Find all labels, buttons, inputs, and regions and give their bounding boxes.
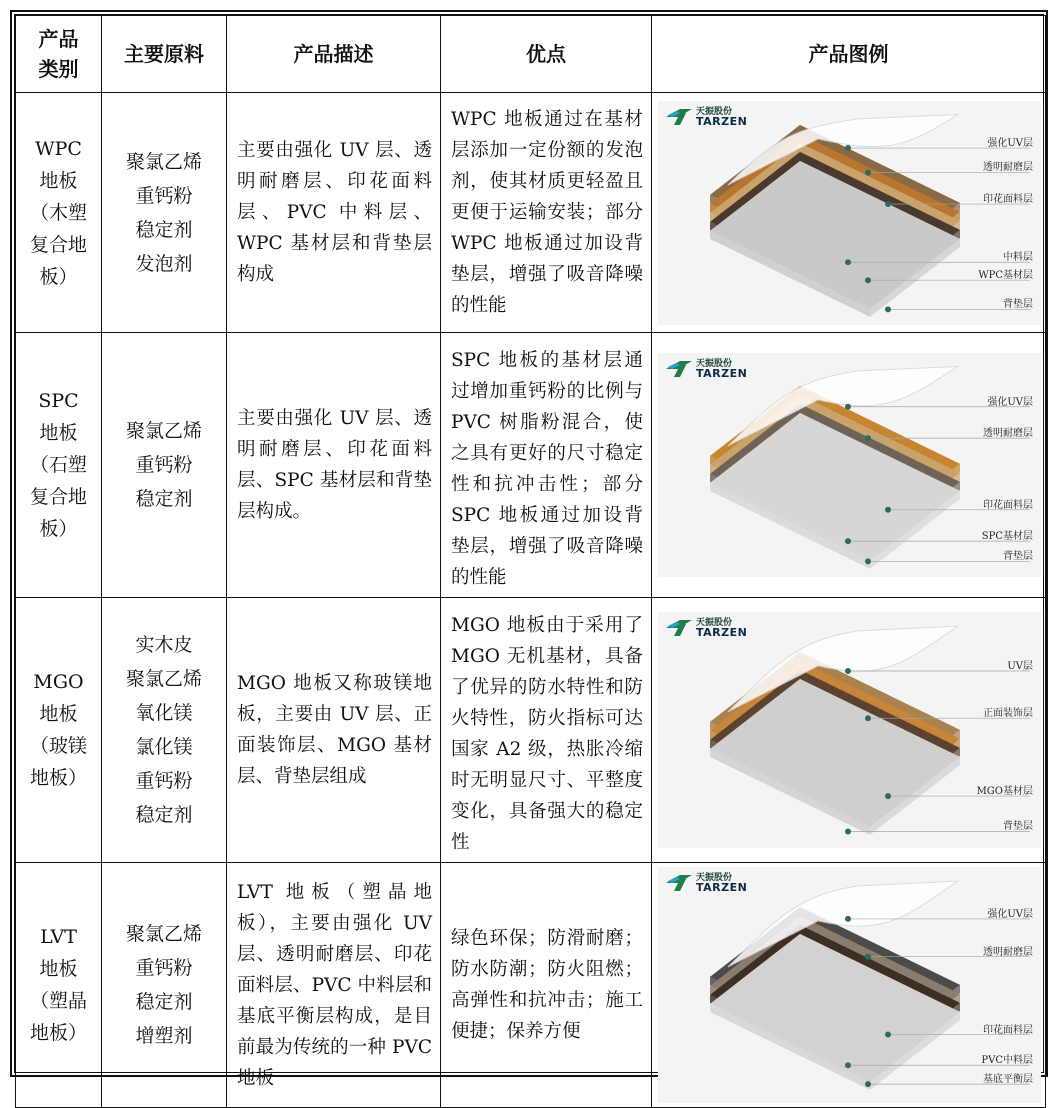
materials-cell (102, 333, 227, 598)
layer-label: 透明耐磨层 (983, 162, 1033, 174)
layer-label: 基底平衡层 (983, 1074, 1033, 1086)
material-item: 重钙粉 (135, 184, 193, 207)
category-line: SPC (38, 390, 79, 412)
layer-label: 印花面料层 (983, 1024, 1033, 1036)
table-row (16, 333, 1046, 598)
leader-dot (845, 828, 851, 834)
category-line: （玻镁 (29, 735, 87, 757)
leader-dot (885, 507, 891, 513)
leader-dot (885, 306, 891, 312)
floor-layer-illustration (658, 612, 1041, 848)
category-line: 地板 (39, 958, 78, 980)
category-cell (16, 93, 102, 333)
illustration-cell (652, 598, 1046, 863)
header-category (16, 16, 102, 93)
category-cell (16, 863, 102, 1108)
leader-dot (885, 1032, 891, 1038)
leader-dot (865, 435, 871, 441)
table-row (16, 93, 1046, 333)
category-line: （塑晶 (29, 990, 87, 1012)
advantages-cell: 绿色环保；防滑耐磨；防水防潮；防火阻燃；高弹性和抗冲击；施工便捷；保养方便 (441, 863, 652, 1108)
category-line: 地板 (39, 703, 78, 725)
layer-label: 正面装饰层 (983, 708, 1033, 720)
brand-name-en: TARZEN (696, 367, 748, 380)
materials-cell (102, 93, 227, 333)
floor-plank-drawing (658, 867, 1040, 1103)
layer-label: SPC基材层 (981, 531, 1033, 543)
material-item: 重钙粉 (135, 770, 193, 792)
brand-name-en: TARZEN (696, 626, 748, 639)
leader-dot (885, 793, 891, 799)
material-item: 氯化镁 (135, 736, 193, 758)
leader-dot (885, 201, 891, 207)
header-category-line1: 产品 (38, 27, 79, 51)
tarzen-logo-icon (666, 618, 692, 636)
layer-label: PVC中料层 (981, 1055, 1033, 1067)
leader-dot (845, 259, 851, 265)
brand-logo (666, 618, 747, 638)
category-line: 地板 (39, 169, 78, 192)
category-line: 地板） (29, 767, 87, 789)
layer-label: MGO基材层 (976, 786, 1033, 798)
floor-layer-illustration (658, 101, 1041, 325)
layer-label: 强化UV层 (987, 908, 1033, 920)
brand-text (696, 873, 747, 893)
brand-logo (666, 107, 747, 127)
layer-label: WPC基材层 (978, 269, 1033, 281)
header-materials: 主要原料 (102, 16, 227, 93)
material-item: 聚氯乙烯 (125, 420, 202, 442)
table-row (16, 863, 1046, 1108)
material-item: 发泡剂 (135, 252, 193, 275)
material-item: 重钙粉 (135, 957, 193, 979)
material-item: 增塑剂 (135, 1025, 193, 1047)
brand-name-cn: 天振股份 (696, 359, 733, 369)
category-cell (16, 598, 102, 863)
floor-layer-illustration (658, 867, 1041, 1103)
brand-name-cn: 天振股份 (696, 106, 733, 117)
header-row (16, 16, 1046, 93)
brand-name-en: TARZEN (696, 881, 748, 894)
category-line: LVT (40, 926, 77, 948)
layer-label: 印花面料层 (983, 193, 1033, 205)
category-line: （石塑 (29, 454, 87, 476)
leader-dot (845, 916, 851, 922)
header-illustration: 产品图例 (652, 16, 1046, 93)
category-cell (16, 333, 102, 598)
material-item: 氧化镁 (135, 702, 193, 724)
material-item: 聚氯乙烯 (125, 668, 202, 690)
material-item: 稳定剂 (135, 488, 193, 510)
tarzen-logo-icon (666, 873, 692, 891)
layer-label: 中料层 (1003, 251, 1033, 263)
brand-text (696, 359, 747, 379)
layer-label: 透明耐磨层 (983, 428, 1033, 440)
leader-dot (845, 1062, 851, 1068)
materials-cell (102, 598, 227, 863)
brand-text (696, 107, 747, 127)
category-line: 板） (39, 518, 78, 540)
advantages-cell: SPC 地板的基材层通过增加重钙粉的比例与 PVC 树脂粉混合，使之具有更好的尺寸稳定性和抗冲击性；部分 SPC 地板通过加设背垫层，增强了吸音降噪的性能 (441, 333, 652, 598)
layer-label: UV层 (1007, 661, 1033, 672)
illustration-cell (652, 93, 1046, 333)
layer-label: 强化UV层 (987, 396, 1033, 408)
description-cell: 主要由强化 UV 层、透明耐磨层、印花面料层、SPC 基材层和背垫层构成。 (227, 333, 441, 598)
leader-dot (865, 558, 871, 564)
layer-label: 背垫层 (1003, 551, 1033, 563)
category-line: 复合地 (29, 486, 87, 508)
category-line: MGO (33, 671, 84, 693)
material-item: 稳定剂 (135, 804, 193, 826)
description-cell: LVT 地板（塑晶地板），主要由强化 UV 层、透明耐磨层、印花面料层、PVC 中料层和基底平衡层构成，是目前最为传统的一种 PVC 地板 (227, 863, 441, 1108)
leader-dot (845, 404, 851, 410)
layer-label: 背垫层 (1003, 821, 1033, 833)
advantages-cell: MGO 地板由于采用了 MGO 无机基材，具备了优异的防水特性和防火特性，防火指标可达国家 A2 级，热胀冷缩时无明显尺寸、平整度变化，具备强大的稳定性 (441, 598, 652, 863)
header-category-line2: 类别 (38, 57, 79, 81)
brand-text (696, 618, 747, 638)
category-line: （木塑 (29, 201, 87, 224)
leader-dot (865, 954, 871, 960)
table-frame (10, 10, 1048, 1089)
floor-layer-illustration (658, 353, 1041, 577)
material-item: 聚氯乙烯 (125, 923, 202, 945)
brand-name-cn: 天振股份 (696, 873, 733, 883)
tarzen-logo-icon (666, 107, 692, 125)
brand-logo (666, 359, 747, 379)
leader-dot (845, 538, 851, 544)
material-item: 稳定剂 (135, 218, 193, 241)
product-table (15, 15, 1046, 1108)
brand-name-cn: 天振股份 (696, 618, 733, 628)
description-cell: 主要由强化 UV 层、透明耐磨层、印花面料层、PVC 中料层、WPC 基材层和背垫层构成 (227, 93, 441, 333)
illustration-cell (652, 333, 1046, 598)
material-item: 实木皮 (135, 634, 193, 656)
brand-name-en: TARZEN (696, 114, 748, 128)
floor-plank-drawing (658, 353, 1040, 577)
layer-label: 印花面料层 (983, 499, 1033, 511)
leader-dot (845, 668, 851, 674)
layer-label: 透明耐磨层 (983, 946, 1033, 958)
header-description: 产品描述 (227, 16, 441, 93)
brand-logo (666, 873, 747, 893)
material-item: 稳定剂 (135, 991, 193, 1013)
illustration-cell (652, 863, 1046, 1108)
floor-plank-drawing (658, 612, 1040, 848)
category-line: 地板） (29, 1022, 87, 1044)
table-row (16, 598, 1046, 863)
materials-cell (102, 863, 227, 1108)
material-item: 重钙粉 (135, 454, 193, 476)
material-item: 聚氯乙烯 (125, 150, 202, 173)
leader-dot (865, 1081, 871, 1087)
leader-dot (865, 169, 871, 175)
description-cell: MGO 地板又称玻镁地板，主要由 UV 层、正面装饰层、MGO 基材层、背垫层组成 (227, 598, 441, 863)
advantages-cell: WPC 地板通过在基材层添加一定份额的发泡剂，使其材质更轻盈且更便于运输安装；部分 WPC 地板通过加设背垫层，增强了吸音降噪的性能 (441, 93, 652, 333)
category-line: WPC (35, 137, 82, 160)
layer-label: 强化UV层 (987, 137, 1033, 149)
floor-plank-drawing (658, 101, 1040, 325)
layer-label: 背垫层 (1003, 298, 1033, 310)
tarzen-logo-icon (666, 359, 692, 377)
category-line: 板） (39, 265, 78, 288)
leader-dot (865, 277, 871, 283)
category-line: 地板 (39, 422, 78, 444)
leader-dot (865, 715, 871, 721)
category-line: 复合地 (29, 233, 87, 256)
leader-dot (845, 145, 851, 151)
header-advantages: 优点 (441, 16, 652, 93)
